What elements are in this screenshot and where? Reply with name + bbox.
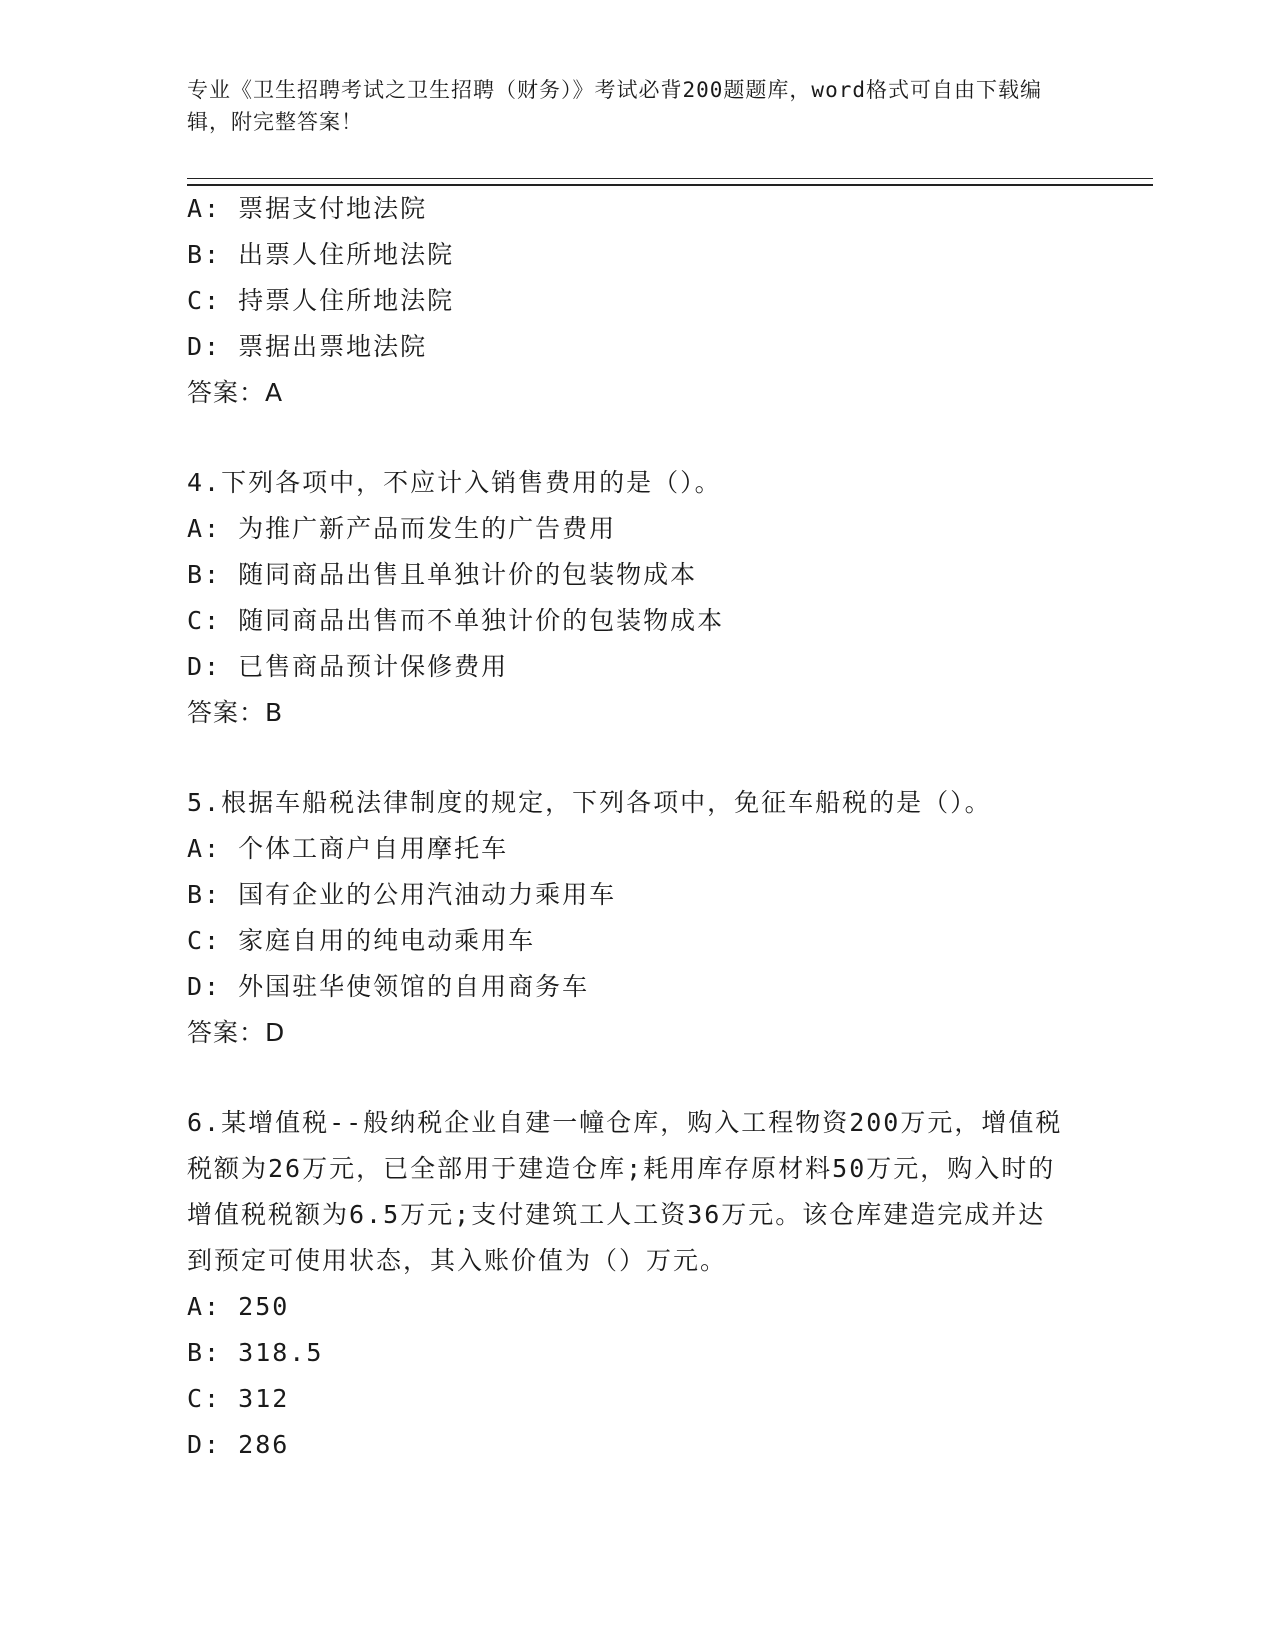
option-c: C: 持票人住所地法院 bbox=[187, 286, 455, 315]
option-b: B: 318.5 bbox=[187, 1338, 324, 1367]
question-6 bbox=[187, 1100, 1067, 1468]
option-d: D: 286 bbox=[187, 1430, 290, 1459]
option-b: B: 国有企业的公用汽油动力乘用车 bbox=[187, 880, 617, 909]
option-c: C: 家庭自用的纯电动乘用车 bbox=[187, 926, 536, 955]
option-a: A: 个体工商户自用摩托车 bbox=[187, 834, 509, 863]
question-4 bbox=[187, 460, 1067, 736]
answer-line: 答案：A bbox=[187, 378, 284, 407]
option-d: D: 已售商品预计保修费用 bbox=[187, 652, 509, 681]
option-c: C: 随同商品出售而不单独计价的包装物成本 bbox=[187, 606, 725, 635]
option-b: B: 随同商品出售且单独计价的包装物成本 bbox=[187, 560, 698, 589]
question-3 bbox=[187, 186, 1067, 416]
answer-line: 答案：D bbox=[187, 1018, 286, 1047]
option-a: A: 票据支付地法院 bbox=[187, 194, 428, 223]
question-stem: 4.下列各项中，不应计入销售费用的是（）。 bbox=[187, 468, 722, 497]
option-c: C: 312 bbox=[187, 1384, 290, 1413]
option-d: D: 票据出票地法院 bbox=[187, 332, 428, 361]
answer-line: 答案：B bbox=[187, 698, 284, 727]
question-content bbox=[187, 186, 1067, 1468]
option-b: B: 出票人住所地法院 bbox=[187, 240, 455, 269]
option-a: A: 为推广新产品而发生的广告费用 bbox=[187, 514, 617, 543]
question-stem: 5.根据车船税法律制度的规定，下列各项中，免征车船税的是（）。 bbox=[187, 788, 992, 817]
question-stem: 6.某增值税--般纳税企业自建一幢仓库，购入工程物资200万元，增值税税额为26万元，已全部用于建造仓库;耗用库存原材料50万元，购入时的增值税税额为6.5万元;支付建筑工人工资36万元。该仓库建造完成并达到预定可使用状态，其入账价值为（）万元。 bbox=[187, 1108, 1063, 1275]
option-a: A: 250 bbox=[187, 1292, 290, 1321]
document-header: 专业《卫生招聘考试之卫生招聘（财务）》考试必背200题题库，word格式可自由下载编辑，附完整答案！ bbox=[187, 78, 1042, 134]
option-d: D: 外国驻华使领馆的自用商务车 bbox=[187, 972, 590, 1001]
question-5 bbox=[187, 780, 1067, 1056]
header-divider bbox=[187, 178, 1153, 186]
